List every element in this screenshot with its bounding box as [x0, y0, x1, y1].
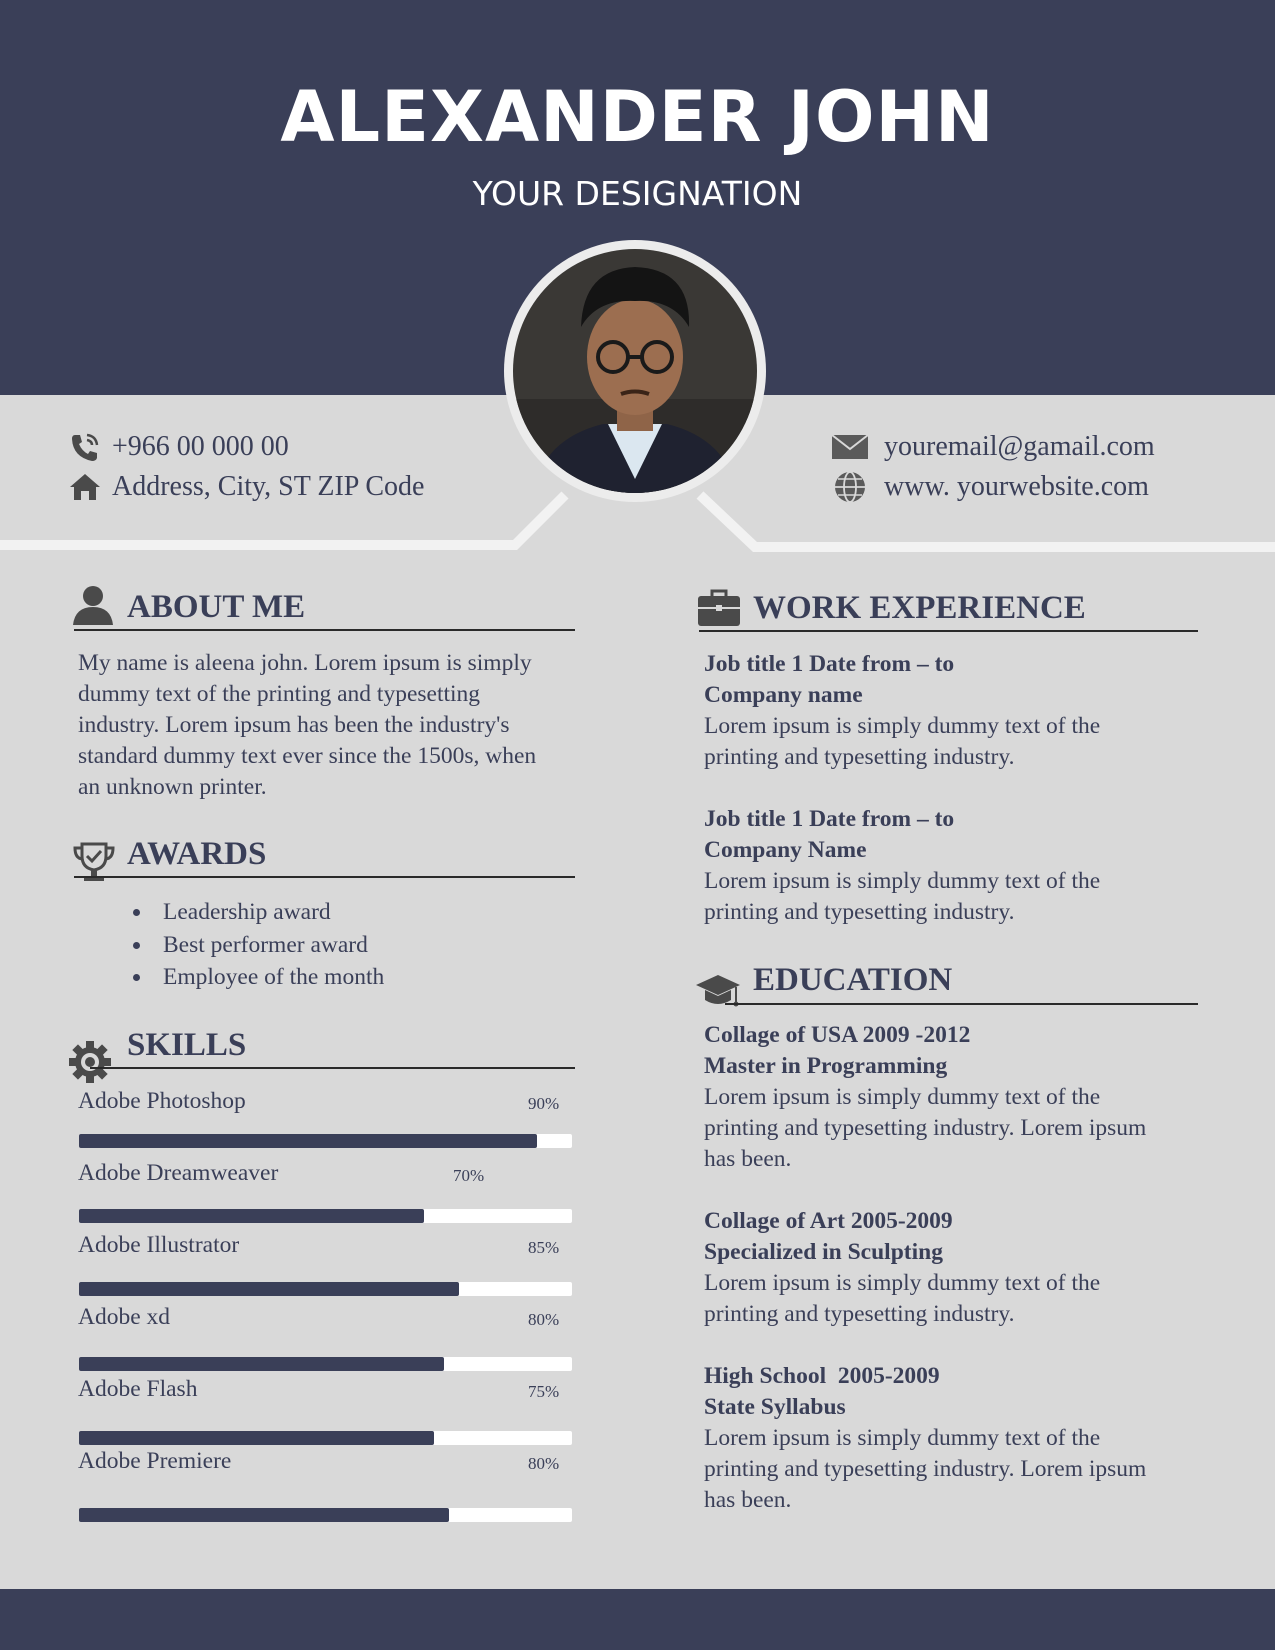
skill-track [79, 1282, 572, 1296]
website-text[interactable]: www. yourwebsite.com [884, 471, 1149, 502]
awards-title: AWARDS [127, 836, 267, 872]
work-title: WORK EXPERIENCE [753, 590, 1086, 626]
phone-icon [68, 430, 102, 464]
profile-photo [504, 240, 766, 502]
skill-track [79, 1357, 572, 1371]
work-entry-heading: Job title 1 Date from – to [704, 651, 955, 677]
award-item: • Employee of the month [153, 961, 558, 994]
skills-rule [90, 1067, 575, 1069]
home-icon [68, 470, 102, 504]
envelope-icon [830, 430, 870, 464]
education-entry-heading: Collage of USA 2009 -2012 [704, 1022, 971, 1048]
skill-track [79, 1134, 572, 1148]
education-entry: High School 2005-2009 State Syllabus Lorem ipsum is simply dummy text of the printing and typesetting industry. Lorem ipsum has been. [704, 1361, 1224, 1516]
education-rule [725, 1003, 1198, 1005]
skill-track [79, 1508, 572, 1522]
candidate-name: ALEXANDER JOHN [280, 76, 995, 158]
skill-fill [79, 1357, 444, 1371]
website-row [830, 467, 1155, 507]
education-entry: Collage of USA 2009 -2012 Master in Programming Lorem ipsum is simply dummy text of the printing and typesetting industry. Lorem ipsum has been. [704, 1020, 1224, 1175]
contact-right [830, 427, 1155, 507]
about-rule [74, 629, 575, 631]
education-entry-heading: High School 2005-2009 [704, 1363, 940, 1389]
skills-icon-wrap [68, 1040, 112, 1089]
skill-fill [79, 1209, 424, 1223]
education-entry-degree: Specialized in Sculpting [704, 1239, 943, 1265]
education-icon-wrap [695, 972, 741, 1017]
skill-fill [79, 1508, 449, 1522]
awards-list [78, 896, 558, 994]
address-row [68, 467, 424, 507]
education-entry-heading: Collage of Art 2005-2009 [704, 1208, 953, 1234]
skill-name: Adobe Flash [78, 1376, 198, 1402]
briefcase-icon [697, 588, 741, 628]
work-icon-wrap [697, 588, 741, 633]
skill-name: Adobe Illustrator [78, 1232, 240, 1258]
education-entry-degree: Master in Programming [704, 1053, 948, 1079]
work-entry: Job title 1 Date from – to Company Name Lorem ipsum is simply dummy text of the printing and typesetting industry. [704, 804, 1204, 928]
candidate-designation: YOUR DESIGNATION [472, 174, 803, 213]
awards-rule [74, 876, 575, 878]
graduation-cap-icon [695, 972, 741, 1012]
award-item: • Best performer award [153, 929, 558, 962]
skill-fill [79, 1134, 537, 1148]
award-item: • Leadership award [153, 896, 558, 929]
person-icon [70, 583, 114, 627]
about-text: My name is aleena john. Lorem ipsum is simply dummy text of the printing and typesetting industry. Lorem ipsum has been the industry's standard dummy text ever since the 1500s, when an unknown printer. [78, 650, 537, 800]
phone-text[interactable]: +966 00 000 00 [112, 431, 289, 462]
awards-icon-wrap [72, 840, 116, 889]
about-section-icon-wrap [70, 583, 114, 632]
about-title: ABOUT ME [127, 589, 306, 625]
email-row [830, 427, 1155, 467]
work-entry-heading: Job title 1 Date from – to [704, 806, 955, 832]
email-text[interactable]: youremail@gamail.com [884, 431, 1155, 462]
work-entry-company: Company name [704, 682, 863, 708]
phone-row [68, 427, 424, 467]
portrait-image [513, 249, 757, 493]
education-entry: Collage of Art 2005-2009 Specialized in Sculpting Lorem ipsum is simply dummy text of the printing and typesetting industry. [704, 1206, 1224, 1330]
footer-band [0, 1589, 1275, 1650]
skill-fill [79, 1282, 459, 1296]
skill-percent: 80% [528, 1310, 560, 1329]
skill-name: Adobe xd [78, 1304, 171, 1330]
address-text: Address, City, ST ZIP Code [112, 471, 425, 502]
globe-icon [830, 470, 870, 504]
education-title: EDUCATION [753, 962, 953, 998]
skill-percent: 85% [528, 1238, 560, 1257]
awards-list-wrap [78, 896, 558, 994]
skill-percent: 75% [528, 1382, 560, 1401]
skill-percent: 80% [528, 1454, 560, 1473]
skills-title: SKILLS [127, 1027, 247, 1063]
gear-icon [68, 1040, 112, 1084]
skill-track [79, 1431, 572, 1445]
contact-left [68, 427, 424, 507]
skill-track [79, 1209, 572, 1223]
skill-name: Adobe Dreamweaver [78, 1160, 279, 1186]
skill-percent: 90% [528, 1094, 560, 1113]
skill-name: Adobe Premiere [78, 1448, 232, 1474]
work-entry: Job title 1 Date from – to Company name Lorem ipsum is simply dummy text of the printing and typesetting industry. [704, 649, 1204, 773]
education-entry-degree: State Syllabus [704, 1394, 846, 1420]
skill-fill [79, 1431, 434, 1445]
work-entry-company: Company Name [704, 837, 867, 863]
work-rule [699, 630, 1198, 632]
skill-name: Adobe Photoshop [78, 1088, 246, 1114]
skill-percent: 70% [453, 1166, 485, 1185]
